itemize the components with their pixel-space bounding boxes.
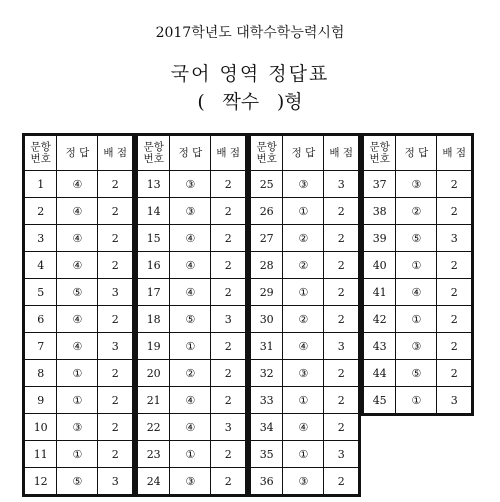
answer-cell: ⑤ — [57, 468, 98, 495]
question-number: 12 — [25, 468, 57, 495]
answer-cell: ④ — [170, 414, 211, 441]
header-answer: 정 답 — [396, 136, 437, 171]
points-cell: 2 — [211, 252, 246, 279]
answer-table — [250, 135, 359, 495]
answer-key-grid — [22, 133, 476, 488]
question-number: 3 — [25, 225, 57, 252]
points-cell: 2 — [98, 306, 133, 333]
header-points: 배 점 — [324, 136, 359, 171]
table-row — [364, 252, 472, 279]
points-cell: 2 — [98, 171, 133, 198]
answer-cell: ① — [170, 441, 211, 468]
header-number: 문항 번호 — [364, 136, 396, 171]
question-number: 15 — [138, 225, 170, 252]
table-row — [251, 279, 359, 306]
answer-cell: ④ — [170, 279, 211, 306]
table-row — [138, 468, 246, 495]
question-number: 36 — [251, 468, 283, 495]
points-cell: 2 — [437, 171, 472, 198]
answer-cell: ⑤ — [170, 306, 211, 333]
question-number: 16 — [138, 252, 170, 279]
question-number: 14 — [138, 198, 170, 225]
answer-cell: ② — [283, 252, 324, 279]
question-number: 11 — [25, 441, 57, 468]
answer-cell: ③ — [396, 171, 437, 198]
table-row — [251, 387, 359, 414]
header-number: 문항 번호 — [25, 136, 57, 171]
answer-cell: ① — [57, 387, 98, 414]
table-row — [364, 198, 472, 225]
points-cell: 2 — [211, 360, 246, 387]
table-row — [364, 306, 472, 333]
points-cell: 2 — [211, 198, 246, 225]
type-close-paren: )형 — [276, 91, 303, 113]
question-number: 26 — [251, 198, 283, 225]
question-number: 44 — [364, 360, 396, 387]
table-row — [25, 225, 133, 252]
points-cell: 2 — [324, 414, 359, 441]
question-number: 10 — [25, 414, 57, 441]
points-cell: 3 — [98, 468, 133, 495]
table-row — [25, 198, 133, 225]
question-number: 29 — [251, 279, 283, 306]
points-cell: 2 — [98, 387, 133, 414]
table-row — [251, 306, 359, 333]
points-cell: 2 — [98, 225, 133, 252]
question-number: 23 — [138, 441, 170, 468]
answer-cell: ② — [396, 198, 437, 225]
points-cell: 3 — [98, 279, 133, 306]
points-cell: 2 — [324, 279, 359, 306]
answer-block-2 — [135, 133, 248, 497]
table-row — [25, 414, 133, 441]
answer-cell: ① — [57, 360, 98, 387]
answer-cell: ④ — [170, 225, 211, 252]
answer-table — [24, 135, 133, 495]
question-number: 38 — [364, 198, 396, 225]
answer-cell: ① — [396, 306, 437, 333]
type-value: 짝수 — [222, 91, 260, 113]
header-row — [138, 136, 246, 171]
points-cell: 2 — [211, 468, 246, 495]
answer-cell: ④ — [57, 225, 98, 252]
answer-cell: ③ — [57, 414, 98, 441]
table-row — [25, 252, 133, 279]
table-row — [138, 306, 246, 333]
question-number: 33 — [251, 387, 283, 414]
points-cell: 3 — [437, 387, 472, 414]
table-row — [364, 225, 472, 252]
answer-cell: ① — [57, 441, 98, 468]
answer-cell: ① — [170, 333, 211, 360]
question-number: 21 — [138, 387, 170, 414]
answer-cell: ③ — [170, 171, 211, 198]
answer-cell: ⑤ — [396, 360, 437, 387]
table-row — [138, 414, 246, 441]
type-open-paren: ( — [197, 91, 205, 113]
question-number: 37 — [364, 171, 396, 198]
points-cell: 2 — [98, 441, 133, 468]
answer-table — [137, 135, 246, 495]
table-row — [364, 171, 472, 198]
header-row — [364, 136, 472, 171]
points-cell: 2 — [437, 360, 472, 387]
answer-cell: ③ — [283, 360, 324, 387]
table-row — [251, 333, 359, 360]
table-row — [138, 171, 246, 198]
points-cell: 2 — [437, 198, 472, 225]
exam-type-line — [0, 87, 500, 114]
points-cell: 3 — [211, 306, 246, 333]
table-row — [251, 198, 359, 225]
question-number: 4 — [25, 252, 57, 279]
question-number: 40 — [364, 252, 396, 279]
table-row — [251, 468, 359, 495]
answer-cell: ② — [283, 306, 324, 333]
question-number: 34 — [251, 414, 283, 441]
table-row — [25, 279, 133, 306]
question-number: 2 — [25, 198, 57, 225]
table-row — [138, 279, 246, 306]
points-cell: 3 — [324, 171, 359, 198]
answer-cell: ④ — [283, 333, 324, 360]
question-number: 31 — [251, 333, 283, 360]
question-number: 27 — [251, 225, 283, 252]
question-number: 35 — [251, 441, 283, 468]
points-cell: 2 — [324, 225, 359, 252]
answer-cell: ② — [170, 360, 211, 387]
points-cell: 2 — [211, 387, 246, 414]
question-number: 6 — [25, 306, 57, 333]
table-row — [25, 441, 133, 468]
header-number: 문항 번호 — [138, 136, 170, 171]
points-cell: 2 — [324, 252, 359, 279]
table-row — [138, 360, 246, 387]
answer-cell: ⑤ — [396, 225, 437, 252]
table-row — [251, 360, 359, 387]
question-number: 13 — [138, 171, 170, 198]
question-number: 41 — [364, 279, 396, 306]
points-cell: 2 — [211, 279, 246, 306]
points-cell: 2 — [437, 252, 472, 279]
table-row — [25, 387, 133, 414]
table-row — [364, 333, 472, 360]
table-row — [364, 387, 472, 414]
answer-cell: ③ — [170, 198, 211, 225]
answer-block-3 — [248, 133, 361, 497]
points-cell: 3 — [98, 333, 133, 360]
question-number: 32 — [251, 360, 283, 387]
question-number: 39 — [364, 225, 396, 252]
table-row — [251, 225, 359, 252]
answer-cell: ④ — [170, 387, 211, 414]
header-answer: 정 답 — [283, 136, 324, 171]
points-cell: 2 — [211, 171, 246, 198]
question-number: 1 — [25, 171, 57, 198]
question-number: 30 — [251, 306, 283, 333]
table-row — [364, 360, 472, 387]
header-points: 배 점 — [437, 136, 472, 171]
question-number: 25 — [251, 171, 283, 198]
question-number: 43 — [364, 333, 396, 360]
answer-table — [363, 135, 472, 414]
answer-cell: ④ — [57, 198, 98, 225]
answer-cell: ④ — [170, 252, 211, 279]
answer-cell: ④ — [57, 171, 98, 198]
header-row — [251, 136, 359, 171]
points-cell: 2 — [211, 441, 246, 468]
table-row — [138, 252, 246, 279]
answer-cell: ① — [283, 441, 324, 468]
table-row — [251, 441, 359, 468]
question-number: 9 — [25, 387, 57, 414]
table-row — [251, 252, 359, 279]
table-row — [25, 360, 133, 387]
points-cell: 2 — [324, 360, 359, 387]
answer-cell: ③ — [283, 171, 324, 198]
table-row — [138, 387, 246, 414]
question-number: 17 — [138, 279, 170, 306]
answer-cell: ① — [283, 279, 324, 306]
points-cell: 2 — [437, 279, 472, 306]
header-row — [25, 136, 133, 171]
answer-cell: ⑤ — [57, 279, 98, 306]
answer-cell: ④ — [57, 306, 98, 333]
answer-cell: ③ — [396, 333, 437, 360]
answer-block-4 — [361, 133, 474, 416]
question-number: 45 — [364, 387, 396, 414]
points-cell: 2 — [211, 333, 246, 360]
question-number: 8 — [25, 360, 57, 387]
table-row — [364, 279, 472, 306]
table-row — [25, 171, 133, 198]
points-cell: 2 — [98, 414, 133, 441]
points-cell: 2 — [324, 306, 359, 333]
table-row — [251, 414, 359, 441]
points-cell: 2 — [324, 387, 359, 414]
points-cell: 2 — [98, 252, 133, 279]
question-number: 28 — [251, 252, 283, 279]
answer-cell: ③ — [170, 468, 211, 495]
answer-cell: ③ — [283, 468, 324, 495]
answer-cell: ① — [396, 252, 437, 279]
question-number: 5 — [25, 279, 57, 306]
header-number: 문항 번호 — [251, 136, 283, 171]
table-row — [138, 441, 246, 468]
answer-block-1 — [22, 133, 135, 497]
header-answer: 정 답 — [57, 136, 98, 171]
table-row — [25, 333, 133, 360]
header-points: 배 점 — [98, 136, 133, 171]
points-cell: 2 — [437, 333, 472, 360]
table-row — [25, 306, 133, 333]
answer-cell: ① — [396, 387, 437, 414]
header-answer: 정 답 — [170, 136, 211, 171]
table-row — [25, 468, 133, 495]
points-cell: 3 — [437, 225, 472, 252]
answer-cell: ④ — [396, 279, 437, 306]
exam-title: 2017학년도 대학수학능력시험 — [155, 25, 345, 41]
points-cell: 2 — [211, 225, 246, 252]
question-number: 18 — [138, 306, 170, 333]
answer-cell: ① — [283, 198, 324, 225]
points-cell: 2 — [98, 198, 133, 225]
answer-cell: ④ — [57, 333, 98, 360]
answer-cell: ④ — [283, 414, 324, 441]
answer-cell: ① — [283, 387, 324, 414]
points-cell: 2 — [324, 468, 359, 495]
table-row — [138, 333, 246, 360]
question-number: 7 — [25, 333, 57, 360]
table-row — [251, 171, 359, 198]
question-number: 19 — [138, 333, 170, 360]
table-row — [138, 198, 246, 225]
points-cell: 3 — [324, 333, 359, 360]
points-cell: 2 — [437, 306, 472, 333]
question-number: 20 — [138, 360, 170, 387]
question-number: 24 — [138, 468, 170, 495]
table-row — [138, 225, 246, 252]
subject-title: 국어 영역 정답표 — [170, 63, 330, 85]
points-cell: 3 — [211, 414, 246, 441]
answer-cell: ② — [283, 225, 324, 252]
points-cell: 3 — [324, 441, 359, 468]
points-cell: 2 — [324, 198, 359, 225]
points-cell: 2 — [98, 360, 133, 387]
question-number: 42 — [364, 306, 396, 333]
answer-cell: ④ — [57, 252, 98, 279]
question-number: 22 — [138, 414, 170, 441]
header-points: 배 점 — [211, 136, 246, 171]
